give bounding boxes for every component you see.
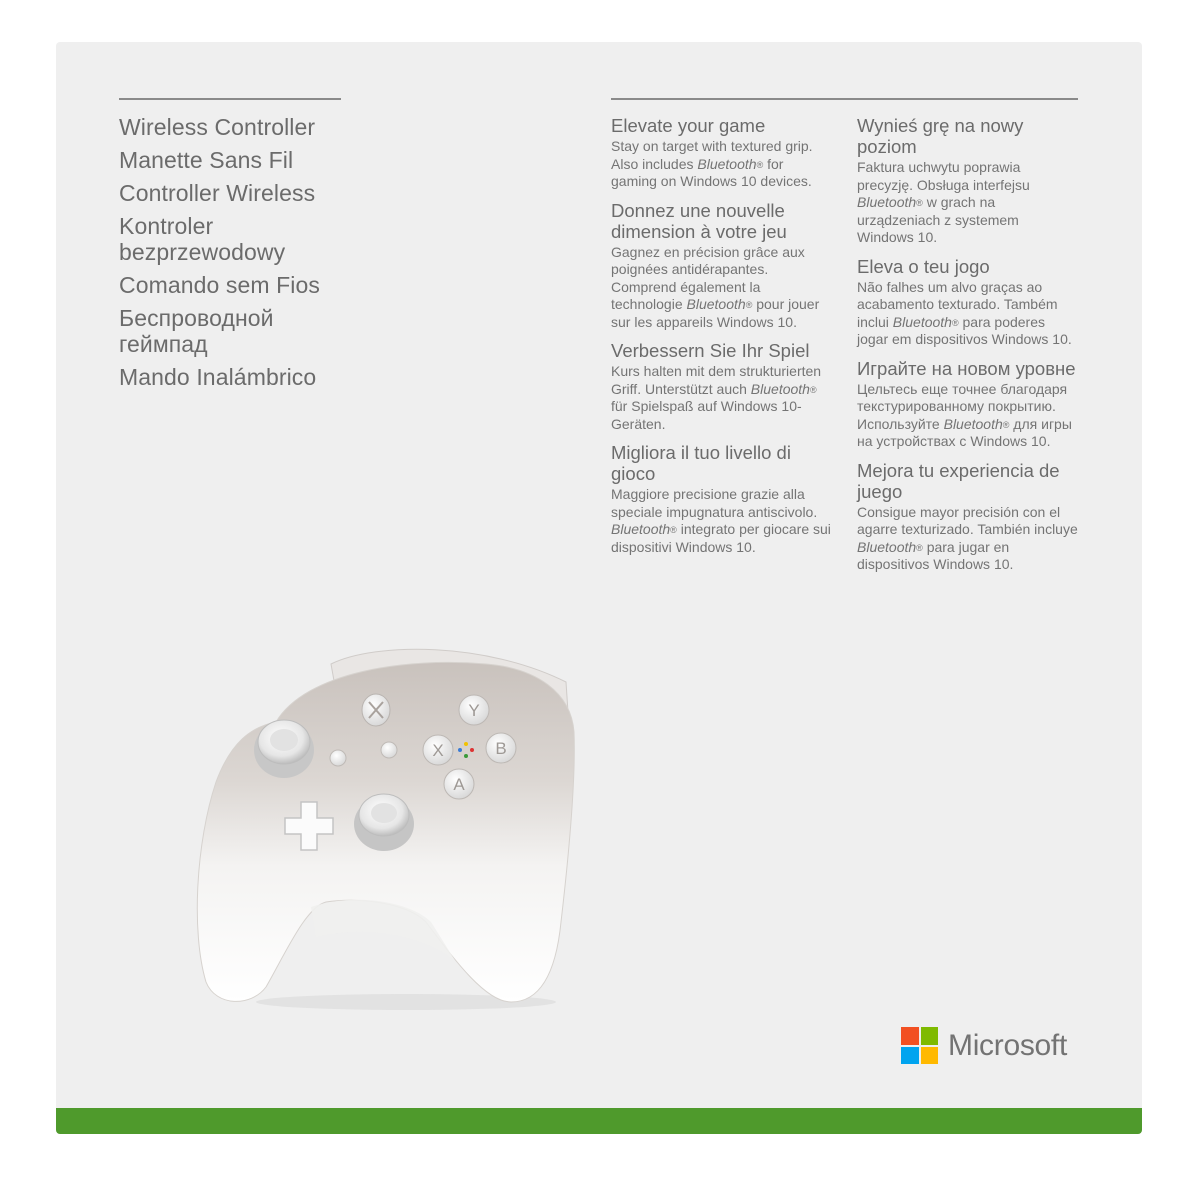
- feature-block: [611, 200, 833, 332]
- package-back-panel: [56, 42, 1142, 1134]
- bluetooth-word: Bluetooth: [686, 296, 746, 312]
- feature-text-post: für Spielspaß auf Windows 10-Geräten.: [611, 398, 802, 432]
- feature-description: [611, 486, 833, 556]
- feature-text-pre: Цельтесь еще точнее благодаря текстурированному покрытию. Используйте: [857, 380, 1068, 432]
- registered-mark: ®: [1002, 419, 1010, 430]
- feature-text-post: для игры на устройствах с Windows 10.: [857, 415, 1072, 449]
- registered-mark: ®: [916, 542, 923, 553]
- bluetooth-word: Bluetooth: [943, 415, 1003, 432]
- product-title: Mando Inalámbrico: [119, 364, 317, 390]
- title-rule: [119, 98, 341, 100]
- b-button-label: B: [495, 739, 507, 758]
- controller-image: [156, 602, 576, 1012]
- feature-text-pre: Stay on target with textured grip. Also includes: [611, 138, 813, 172]
- microsoft-squares-icon: [901, 1027, 938, 1064]
- feature-description: [611, 244, 833, 332]
- feature-heading: Eleva o teu jogo: [857, 255, 990, 277]
- microsoft-wordmark: Microsoft: [948, 1028, 1067, 1062]
- feature-description: [857, 381, 1079, 451]
- feature-block: [857, 358, 1079, 451]
- x-button-label: X: [432, 741, 444, 760]
- feature-block: [857, 460, 1079, 574]
- feature-heading: Migliora il tuo livello di gioco: [611, 442, 791, 484]
- feature-description: [857, 504, 1079, 574]
- feature-text-pre: Gagnez en précision grâce aux poignées antidérapantes. Comprend également la technologie: [611, 243, 805, 312]
- feature-text-post: for gaming on Windows 10 devices.: [611, 155, 812, 189]
- feature-description: [611, 363, 833, 433]
- feature-text-post: pour jouer sur les appareils Windows 10.: [611, 296, 820, 330]
- bluetooth-word: Bluetooth: [857, 194, 917, 210]
- registered-mark: ®: [809, 384, 817, 395]
- registered-mark: ®: [951, 317, 959, 328]
- feature-heading: Verbessern Sie Ihr Spiel: [611, 340, 810, 361]
- feature-heading: Donnez une nouvelle dimension à votre jeu: [611, 199, 787, 242]
- bluetooth-word: Bluetooth: [611, 521, 671, 537]
- feature-text-pre: Maggiore precisione grazie alla speciale impugnatura antiscivolo.: [611, 486, 818, 520]
- microsoft-logo: [901, 1027, 1067, 1064]
- bluetooth-word: Bluetooth: [892, 313, 952, 330]
- product-title: Controller Wireless: [119, 180, 316, 206]
- product-title-list: [119, 114, 359, 397]
- feature-block: [857, 256, 1079, 349]
- feature-heading: Wynieś grę na nowy poziom: [857, 115, 1024, 157]
- bluetooth-word: Bluetooth: [750, 380, 810, 397]
- registered-mark: ®: [670, 525, 677, 535]
- y-button-label: Y: [468, 701, 480, 720]
- accent-bar: [56, 1108, 1142, 1134]
- feature-description: [857, 279, 1079, 349]
- feature-text-pre: Não falhes um alvo graças ao acabamento texturado. Também inclui: [857, 278, 1058, 330]
- product-title: Беспроводной геймпад: [119, 305, 274, 357]
- feature-block: [611, 340, 833, 433]
- feature-description: [857, 159, 1079, 247]
- feature-block: [611, 442, 833, 556]
- registered-mark: ®: [916, 198, 923, 208]
- feature-column-left: [611, 115, 833, 565]
- feature-heading: Elevate your game: [611, 115, 766, 136]
- feature-heading: Играйте на новом уровне: [857, 357, 1076, 379]
- feature-block: [857, 115, 1079, 247]
- bluetooth-word: Bluetooth: [697, 155, 757, 172]
- feature-text-post: w grach na urządzeniach z systemem Windows 10.: [857, 194, 1019, 245]
- feature-text-post: integrato per giocare sui dispositivi Windows 10.: [611, 521, 831, 555]
- registered-mark: ®: [745, 300, 753, 310]
- registered-mark: ®: [756, 159, 764, 170]
- feature-text-pre: Kurs halten mit dem strukturierten Griff. Unterstützt auch: [611, 363, 822, 397]
- feature-text-post: para poderes jogar em dispositivos Windows 10.: [857, 313, 1072, 347]
- feature-column-right: [857, 115, 1079, 583]
- feature-heading: Mejora tu experiencia de juego: [857, 459, 1060, 502]
- product-title: Kontroler bezprzewodowy: [119, 213, 286, 265]
- feature-rule: [611, 98, 1078, 100]
- a-button-label: A: [453, 775, 465, 794]
- product-title: Comando sem Fios: [119, 272, 321, 298]
- feature-block: [611, 115, 833, 191]
- product-title: Wireless Controller: [119, 114, 316, 140]
- feature-text-pre: Faktura uchwytu poprawia precyzję. Obsługa interfejsu: [857, 159, 1030, 193]
- feature-text-pre: Consigue mayor precisión con el agarre texturizado. También incluye: [857, 503, 1078, 537]
- feature-description: [611, 138, 833, 191]
- bluetooth-word: Bluetooth: [857, 538, 917, 555]
- feature-text-post: para jugar en dispositivos Windows 10.: [857, 538, 1014, 572]
- product-title: Manette Sans Fil: [119, 147, 294, 173]
